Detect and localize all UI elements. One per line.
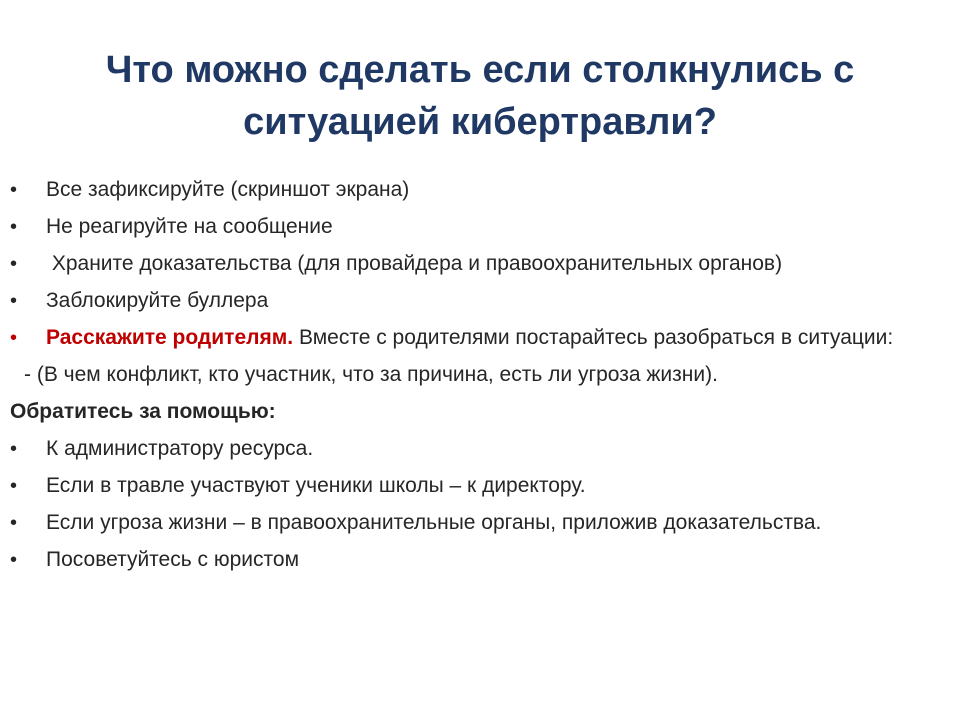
bullet-icon: • bbox=[10, 327, 18, 349]
list-item-admin bbox=[10, 435, 950, 463]
list-item-tell-parents bbox=[10, 324, 950, 352]
list-item-director bbox=[10, 472, 950, 500]
bullet-icon: • bbox=[10, 549, 18, 571]
list-item-text: К администратору ресурса. bbox=[46, 437, 314, 460]
bullet-icon: • bbox=[10, 475, 18, 497]
list-item-text: Все зафиксируйте (скриншот экрана) bbox=[46, 178, 410, 201]
list-item-no-reply bbox=[10, 213, 950, 241]
slide-content bbox=[10, 176, 950, 583]
list-item-text: Не реагируйте на сообщение bbox=[46, 215, 333, 238]
list-item-block-bully bbox=[10, 287, 950, 315]
list-item-text: Посоветуйтесь с юристом bbox=[46, 548, 300, 571]
bullet-icon: • bbox=[10, 179, 18, 201]
list-item-text: Заблокируйте буллера bbox=[46, 289, 269, 312]
list-item-text: Вместе с родителями постарайтесь разобраться в ситуации: bbox=[293, 326, 894, 349]
list-item-text: Храните доказательства (для провайдера и правоохранительных органов) bbox=[46, 252, 783, 275]
bullet-icon: • bbox=[10, 290, 18, 312]
title-line-2: ситуацией кибертравли? bbox=[243, 101, 717, 143]
list-item-text: Если в травле участвуют ученики школы – к директору. bbox=[46, 474, 586, 497]
help-heading: Обратитесь за помощью: bbox=[10, 400, 276, 423]
bullet-icon: • bbox=[10, 253, 18, 275]
list-item-keep-evidence bbox=[10, 250, 950, 278]
title-line-1: Что можно сделать если столкнулись с bbox=[105, 49, 855, 91]
bullet-icon: • bbox=[10, 512, 18, 534]
slide-title bbox=[60, 44, 900, 148]
bullet-icon: • bbox=[10, 216, 18, 238]
list-item-text: Если угроза жизни – в правоохранительные органы, приложив доказательства. bbox=[46, 511, 822, 534]
sub-line: - (В чем конфликт, кто участник, что за причина, есть ли угроза жизни). bbox=[24, 363, 718, 386]
highlight-text: Расскажите родителям. bbox=[46, 326, 294, 349]
list-item-record bbox=[10, 176, 950, 204]
list-item-lawyer bbox=[10, 546, 950, 574]
list-item-police bbox=[10, 509, 950, 537]
bullet-icon: • bbox=[10, 438, 18, 460]
